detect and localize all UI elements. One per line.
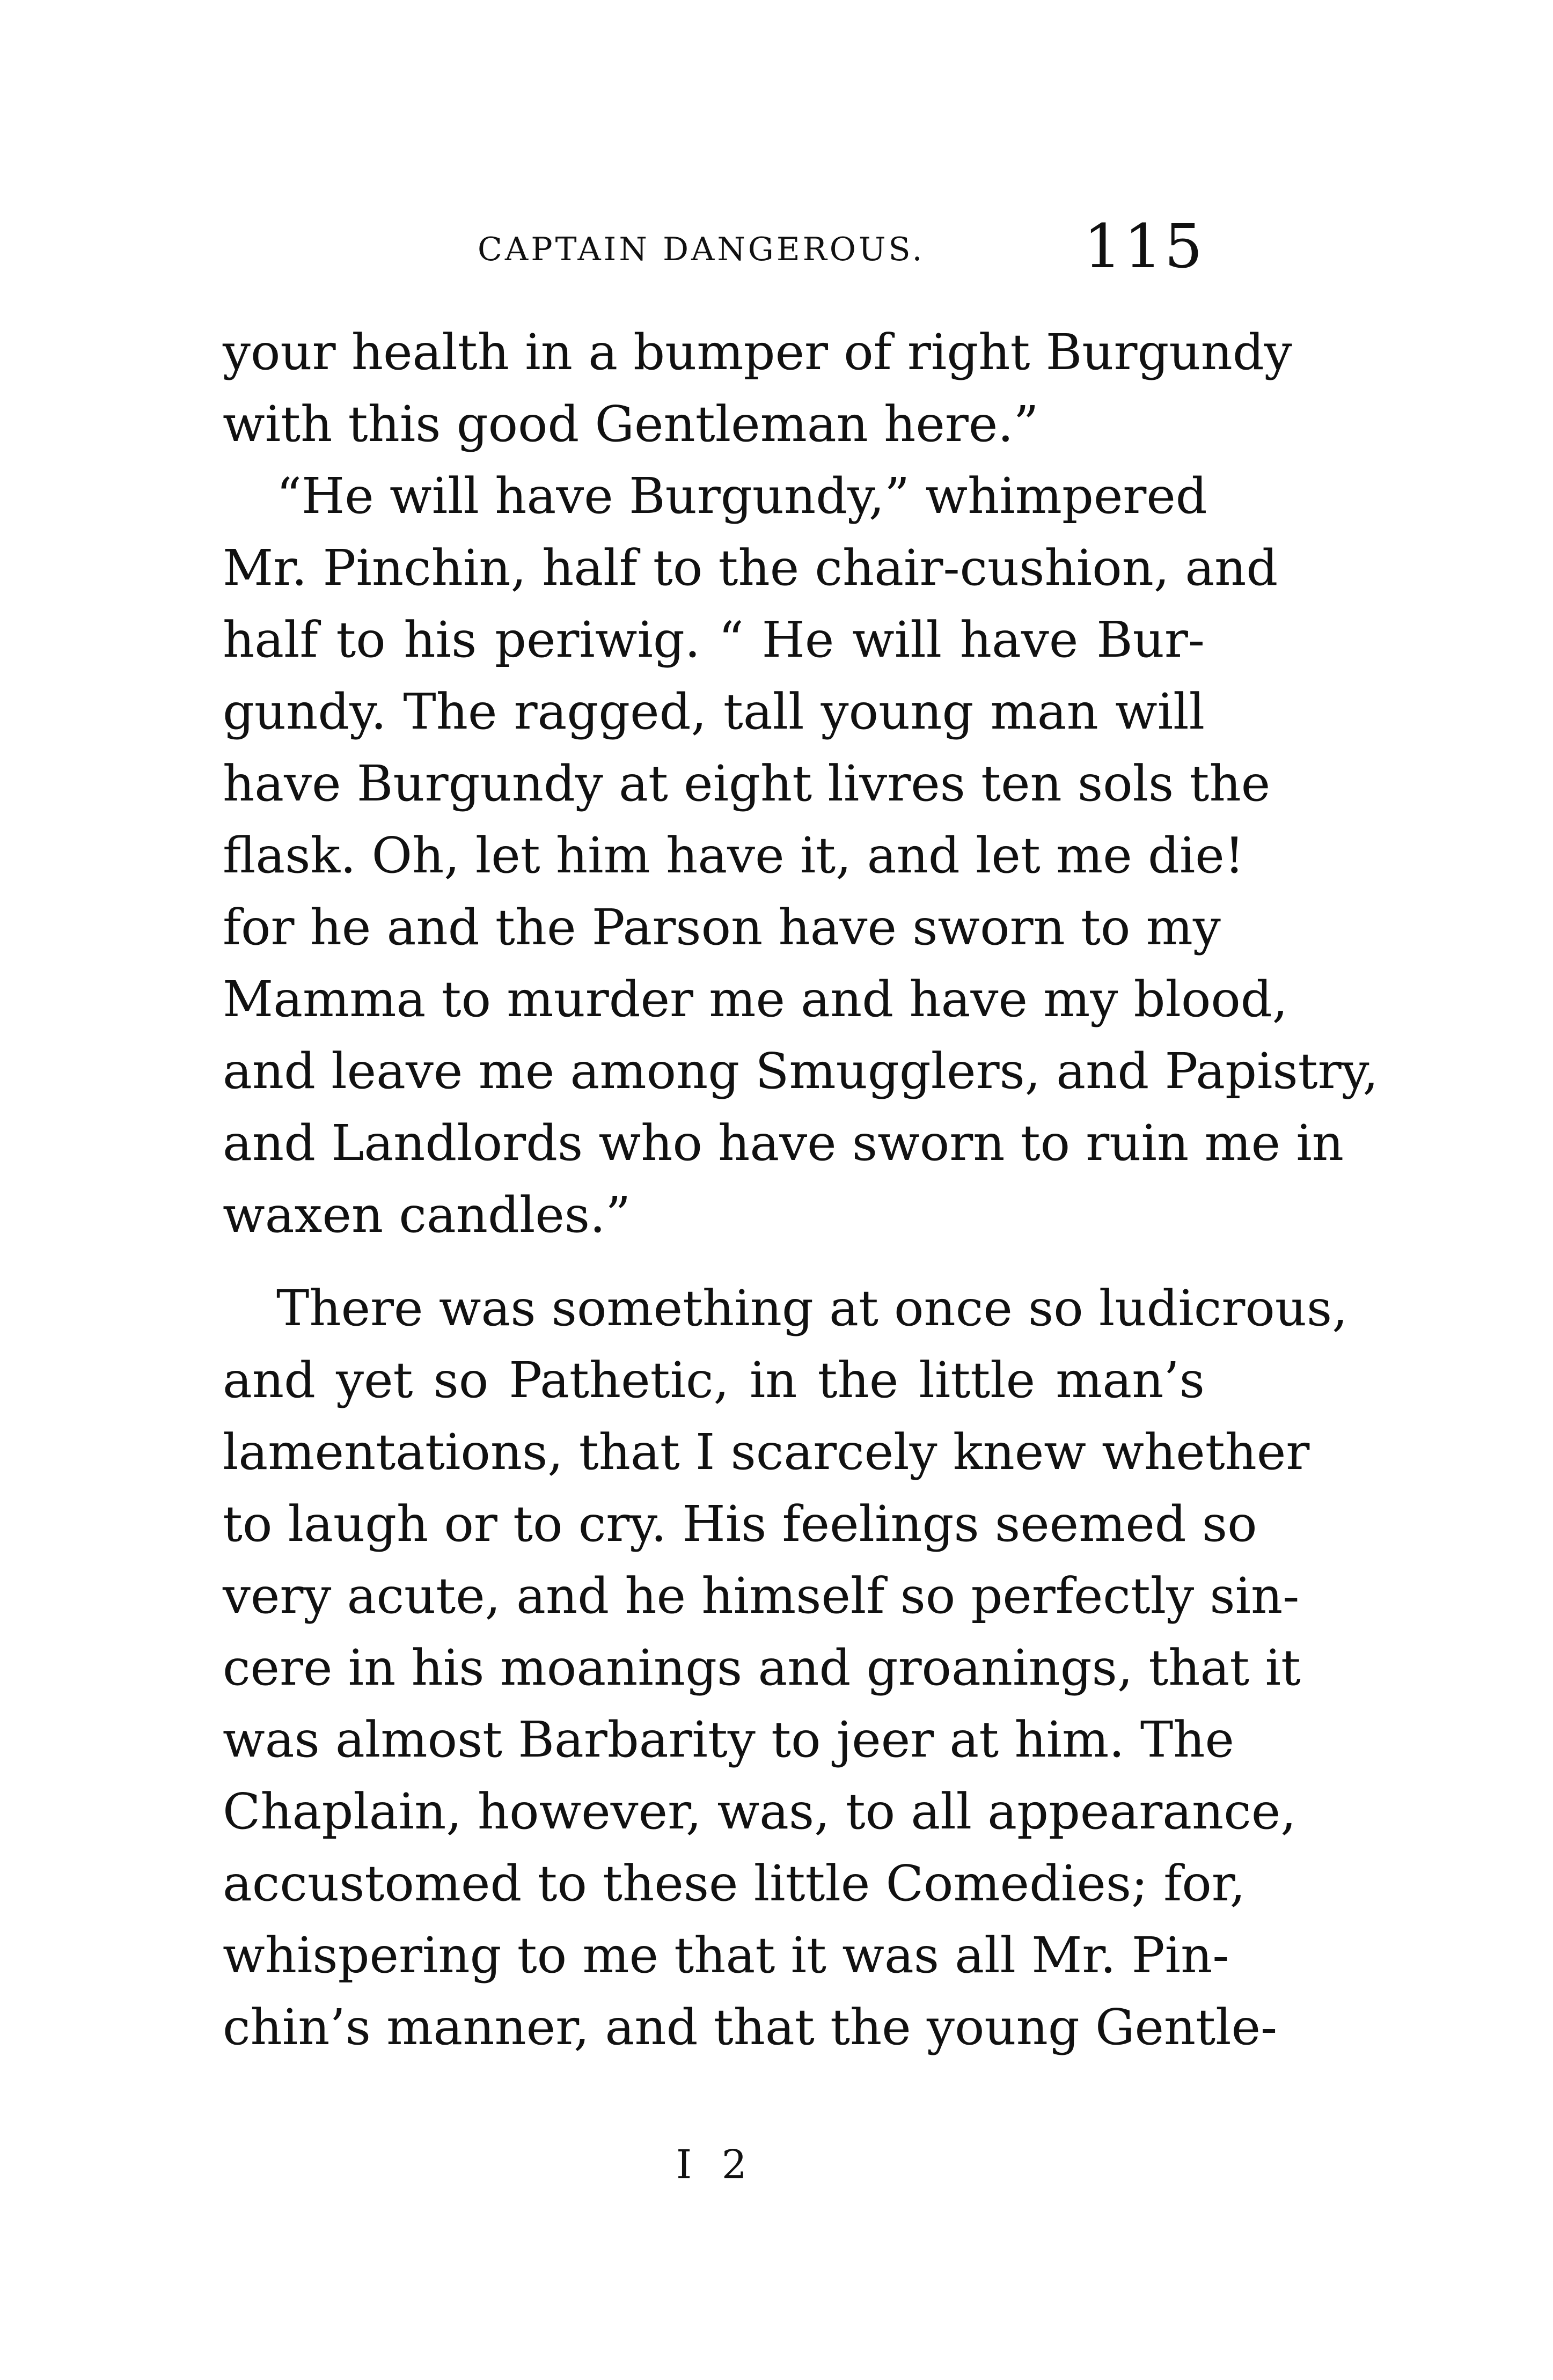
paragraph-gap [223, 1251, 1205, 1273]
text-line: accustomed to these little Comedies; for, [223, 1855, 1246, 1912]
text-line: cere in his moanings and groanings, that it [223, 1639, 1301, 1696]
text-line: Chaplain, however, was, to all appearance, [223, 1783, 1296, 1840]
text-line: flask. Oh, let him have it, and let me die! [223, 827, 1244, 884]
text-line: to laugh or to cry. His feelings seemed so [223, 1495, 1257, 1553]
text-line: gundy. The ragged, tall young man will [223, 683, 1205, 740]
text-line: your health in a bumper of right Burgundy [223, 324, 1292, 381]
text-line: lamentations, that I scarcely knew whether [223, 1423, 1310, 1481]
text-line: There was something at once so ludicrous, [276, 1280, 1348, 1337]
text-line: and Landlords who have sworn to ruin me in [223, 1114, 1344, 1172]
text-line: Mr. Pinchin, half to the chair-cushion, and [223, 539, 1278, 597]
text-line: Mamma to murder me and have my blood, [223, 971, 1288, 1028]
signature-mark: I 2 [676, 2142, 756, 2188]
running-title: CAPTAIN DANGEROUS. [478, 231, 925, 268]
text-line: and leave me among Smugglers, and Papistry, [223, 1042, 1379, 1100]
page-number: 115 [1083, 212, 1205, 282]
text-line: very acute, and he himself so perfectly sin- [223, 1567, 1300, 1625]
text-line: and yet so Pathetic, in the little man’s [223, 1351, 1205, 1409]
body-text [223, 317, 1379, 2063]
text-line: have Burgundy at eight livres ten sols the [223, 755, 1271, 812]
text-line: waxen candles.” [223, 1186, 631, 1244]
text-line: “He will have Burgundy,” whimpered [276, 467, 1207, 525]
text-line: with this good Gentleman here.” [223, 395, 1039, 453]
text-line: chin’s manner, and that the young Gentle- [223, 1999, 1278, 2056]
running-head [231, 212, 1205, 282]
text-line: for he and the Parson have sworn to my [223, 899, 1221, 956]
text-line: whispering to me that it was all Mr. Pin- [223, 1927, 1229, 1984]
text-line: was almost Barbarity to jeer at him. The [223, 1711, 1234, 1768]
text-line: half to his periwig. “ He will have Bur- [223, 611, 1205, 669]
